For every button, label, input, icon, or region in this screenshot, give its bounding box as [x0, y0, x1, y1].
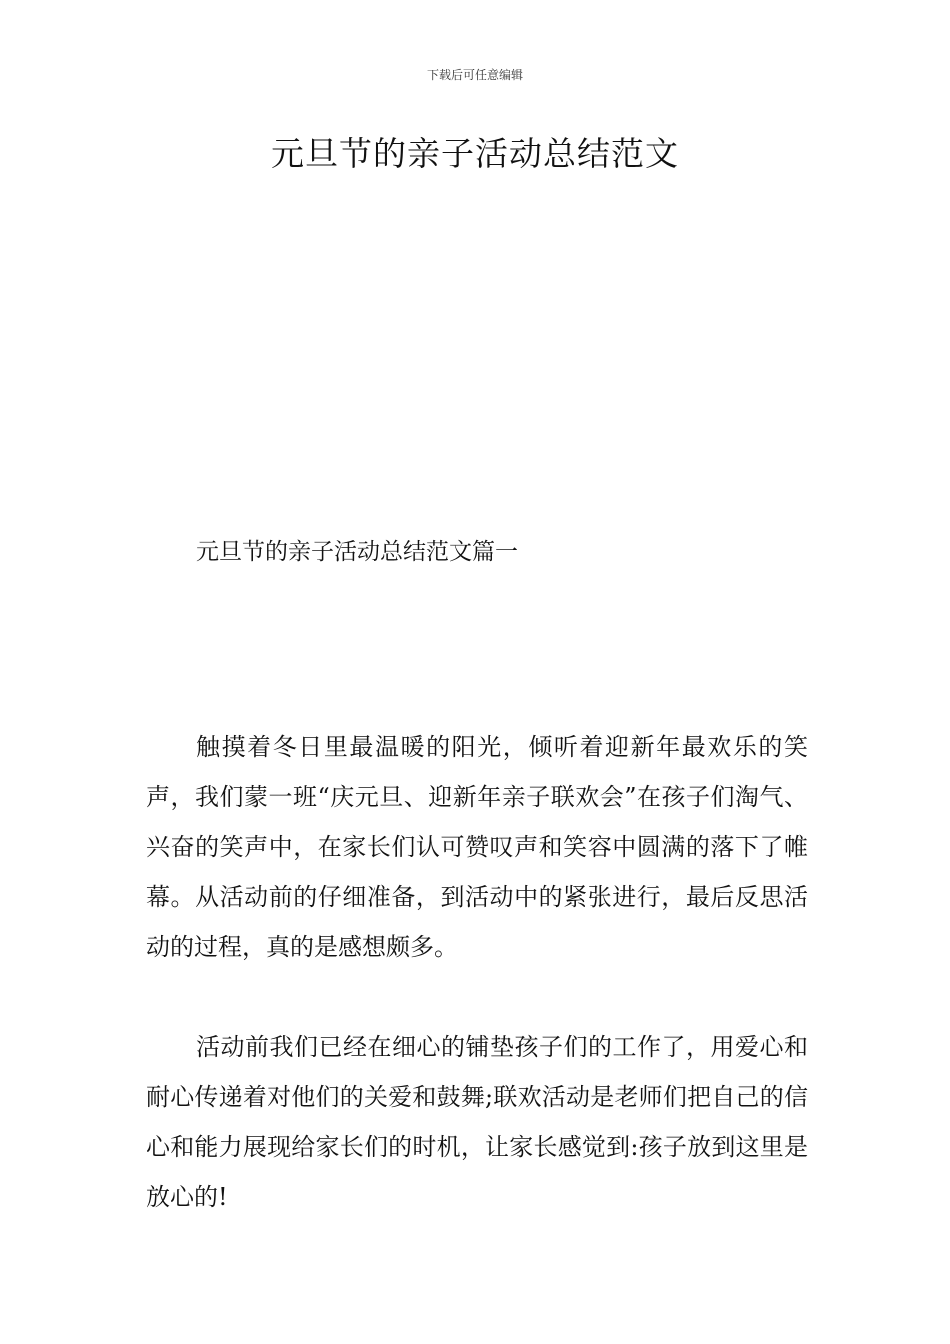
header-note: 下载后可任意编辑	[426, 68, 523, 82]
section-heading: 元旦节的亲子活动总结范文篇一	[196, 539, 518, 565]
document-title: 元旦节的亲子活动总结范文	[271, 134, 679, 173]
paragraph: 触摸着冬日里最温暖的阳光，倾听着迎新年最欢乐的笑声，我们蒙一班“庆元旦、迎新年亲子联欢会”在孩子们淘气、兴奋的笑声中，在家长们认可赞叹声和笑容中圆满的落下了帷幕。从活动前的仔细准备，到活动中的紧张进行，最后反思活动的过程，真的是感想颇多。	[146, 733, 808, 961]
paragraph: 活动前我们已经在细心的铺垫孩子们的工作了，用爱心和耐心传递着对他们的关爱和鼓舞;联欢活动是老师们把自己的信心和能力展现给家长们的时机，让家长感觉到:孩子放到这里是放心的!	[146, 1033, 808, 1211]
